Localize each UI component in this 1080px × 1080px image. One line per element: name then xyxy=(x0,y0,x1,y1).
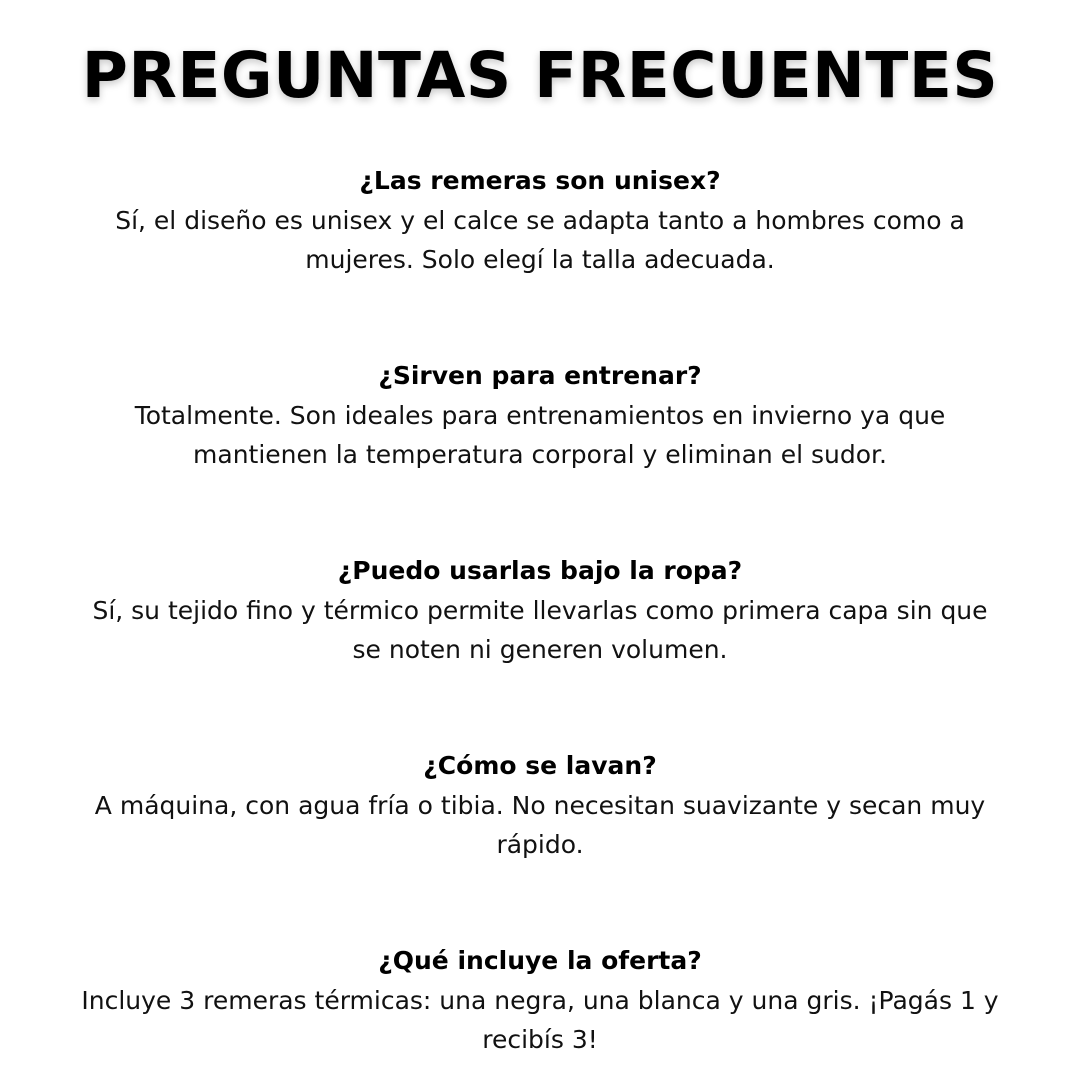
faq-question: ¿Las remeras son unisex? xyxy=(359,166,721,195)
faq-answer: A máquina, con agua fría o tibia. No necesitan suavizante y secan muy rápido. xyxy=(94,791,986,859)
faq-item-washing xyxy=(60,748,1020,864)
faq-question: ¿Puedo usarlas bajo la ropa? xyxy=(337,556,743,585)
faq-question: ¿Cómo se lavan? xyxy=(423,751,657,780)
faq-item-unisex xyxy=(60,163,1020,279)
faq-question: ¿Sirven para entrenar? xyxy=(378,361,702,390)
faq-item-training xyxy=(60,358,1020,474)
faq-answer: Totalmente. Son ideales para entrenamientos en invierno ya que mantienen la temperatura corporal y eliminan el sudor. xyxy=(134,401,946,469)
faq-answer: Sí, su tejido fino y térmico permite llevarlas como primera capa sin que se noten ni generen volumen. xyxy=(92,596,988,664)
faq-answer: Sí, el diseño es unisex y el calce se adapta tanto a hombres como a mujeres. Solo elegí la talla adecuada. xyxy=(115,206,965,274)
faq-question: ¿Qué incluye la oferta? xyxy=(378,946,702,975)
page-title: PREGUNTAS FRECUENTES xyxy=(81,39,999,112)
faq-answer: Incluye 3 remeras térmicas: una negra, una blanca y una gris. ¡Pagás 1 y recibís 3! xyxy=(81,986,999,1054)
faq-item-offer xyxy=(60,943,1020,1059)
faq-item-under-clothes xyxy=(60,553,1020,669)
